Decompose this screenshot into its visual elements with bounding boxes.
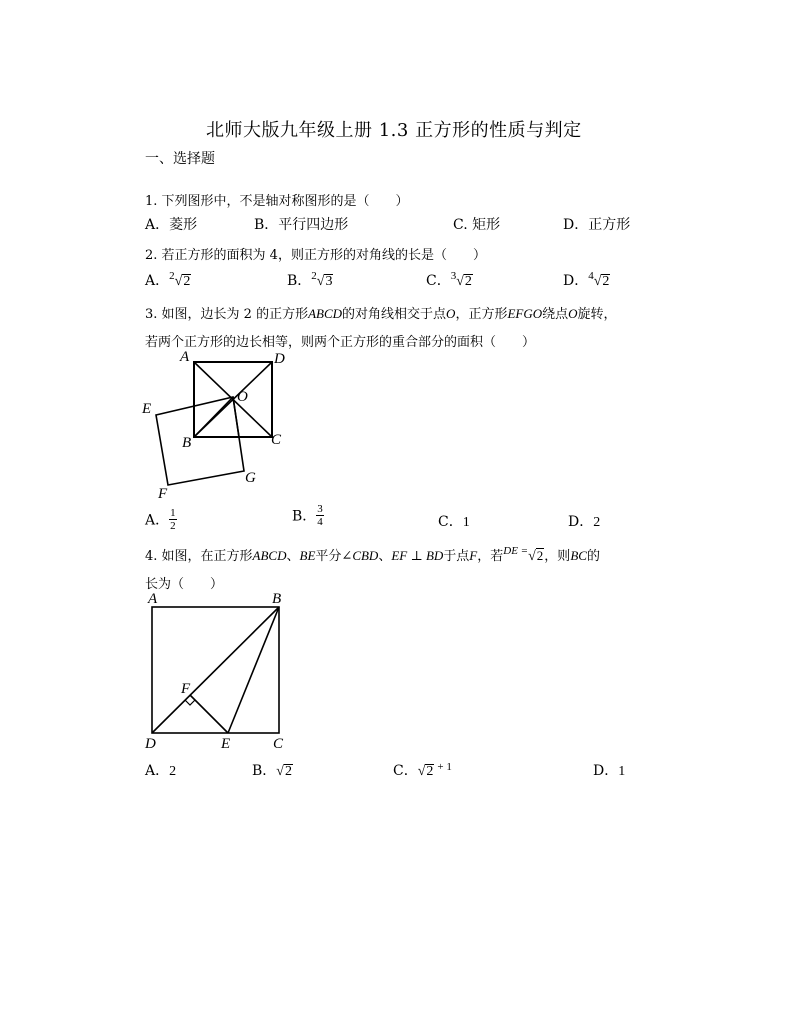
radical-sign: √ (593, 274, 602, 289)
label-d: D (274, 351, 285, 367)
coefficient: 2 (169, 270, 175, 282)
segment-ef (190, 695, 228, 733)
q3-text-part: 绕点 (542, 307, 569, 322)
radical-sign: √ (174, 274, 183, 289)
fraction (316, 503, 324, 528)
label-o: O (237, 389, 248, 405)
label-a: A (148, 591, 158, 607)
radical-sign: √ (417, 764, 426, 779)
question-2-text: 2. 若正方形的面积为 4，则正方形的对角线的长是（ ） (145, 248, 486, 263)
coefficient: 2 (311, 270, 317, 282)
q1-option-b: B．平行四边形 (254, 217, 349, 233)
radical-sign: √ (316, 274, 325, 289)
overlap-edge-line (194, 397, 233, 437)
option-label: C． (426, 273, 451, 289)
option-value: 1 (462, 515, 470, 530)
q3-math-abcd: ABCD (308, 306, 343, 321)
q3-text-part: ，正方形 (455, 307, 508, 322)
q4-math-abcd: ABCD (252, 548, 287, 563)
q4-text-part: 4. 如图，在正方形 (145, 549, 253, 564)
option-label: B． (287, 273, 312, 289)
segment-be (228, 607, 279, 733)
question-3-line-1 (145, 303, 617, 322)
numerator: 1 (170, 507, 176, 519)
question-1-text: 1. 下列图形中，不是轴对称图形的是（ ） (145, 194, 409, 209)
q3-text-part: 的对角线相交于点 (342, 307, 447, 322)
option-label: B． (252, 763, 277, 779)
fraction (169, 507, 177, 532)
q4-math-de: DE = (503, 545, 529, 557)
q3-figure (140, 344, 300, 504)
label-g: G (245, 470, 256, 486)
q2-option-d (563, 270, 610, 290)
option-label: A． (145, 273, 170, 289)
option-value: 1 (618, 764, 626, 779)
q3-math-efgo: EFGO (507, 306, 543, 321)
q4-math-f: F (469, 548, 478, 563)
q4-text-part: ，若 (477, 549, 504, 564)
radicand: 2 (602, 274, 610, 289)
label-f: F (181, 681, 191, 697)
radical-sign: √ (276, 764, 284, 779)
denominator: 2 (170, 520, 176, 533)
option-value: 2 (593, 515, 601, 530)
question-4-line-2: 长为（ ） (145, 577, 224, 592)
q3-option-a (145, 507, 177, 532)
option-value: 2 (169, 764, 177, 779)
denominator: 4 (317, 516, 323, 529)
q4-math-angle-cbd: ∠CBD (341, 548, 379, 563)
question-3-line-2: 若两个正方形的边长相等，则两个正方形的重合部分的面积（ ） (145, 335, 536, 350)
q2-option-c (426, 270, 473, 290)
q4-text-part: 的 (586, 549, 600, 564)
label-b: B (182, 435, 192, 451)
radicand: 2 (284, 764, 292, 779)
q4-option-a (145, 760, 176, 780)
question-4-line-1 (145, 545, 600, 565)
coefficient: 3 (450, 270, 457, 282)
label-b: B (272, 591, 282, 607)
q4-text-part: 、 (286, 549, 300, 564)
option-label: B． (292, 508, 317, 525)
option-label: D． (593, 763, 619, 779)
diagonal-bd (152, 607, 279, 733)
radicand: 3 (325, 274, 333, 289)
coefficient: 4 (588, 270, 594, 282)
q3-option-b (292, 503, 324, 528)
q1-option-a: A．菱形 (145, 217, 198, 233)
label-a: A (180, 349, 190, 365)
option-label: D． (568, 514, 594, 530)
q4-option-b (252, 760, 293, 780)
q4-figure (140, 588, 300, 752)
q3-text-part: 旋转， (577, 307, 617, 322)
q4-radicand: 2 (536, 548, 544, 563)
label-e: E (221, 736, 231, 752)
radicand: 2 (183, 274, 191, 289)
q2-option-b (287, 270, 333, 290)
q4-option-d (593, 760, 625, 780)
q4-text-part: ，则 (544, 549, 571, 564)
q3-text-part: 3. 如图，边长为 2 的正方形 (145, 307, 309, 322)
radicand: 2 (464, 274, 472, 289)
option-label: A． (145, 512, 170, 529)
label-c: C (271, 432, 282, 448)
q1-option-d: D．正方形 (563, 217, 631, 233)
q3-math-o: O (568, 306, 578, 321)
radicand: 2 (426, 764, 434, 779)
q4-math-be: BE (299, 548, 316, 563)
label-e: E (142, 401, 152, 417)
q3-option-c (438, 511, 470, 531)
q4-option-c (393, 760, 452, 780)
radical-sign: √ (528, 549, 536, 564)
q3-option-d (568, 511, 600, 531)
numerator: 3 (317, 503, 323, 515)
q1-option-c: C. 矩形 (453, 217, 501, 233)
q2-option-a (145, 270, 191, 290)
label-d: D (145, 736, 156, 752)
q4-math-bc: BC (570, 548, 587, 563)
right-angle-mark (185, 700, 195, 705)
option-label: D． (563, 273, 589, 289)
addend: + 1 (437, 761, 452, 773)
option-label: C． (438, 514, 463, 530)
q4-text-part: 、 (378, 549, 392, 564)
q4-text-part: 平分 (315, 549, 342, 564)
option-label: A． (145, 763, 170, 779)
q3-math-o: O (446, 306, 456, 321)
q4-text-part: 于点 (443, 549, 470, 564)
q4-math-ef-perp-bd: EF ⊥ BD (391, 548, 444, 563)
label-c: C (273, 736, 284, 752)
square-efgo (156, 397, 244, 485)
radical-sign: √ (456, 274, 464, 289)
section-heading: 一、选择题 (145, 151, 215, 167)
label-f: F (158, 486, 168, 502)
page-title: 北师大版九年级上册 1.3 正方形的性质与判定 (206, 120, 582, 141)
option-label: C． (393, 763, 418, 779)
